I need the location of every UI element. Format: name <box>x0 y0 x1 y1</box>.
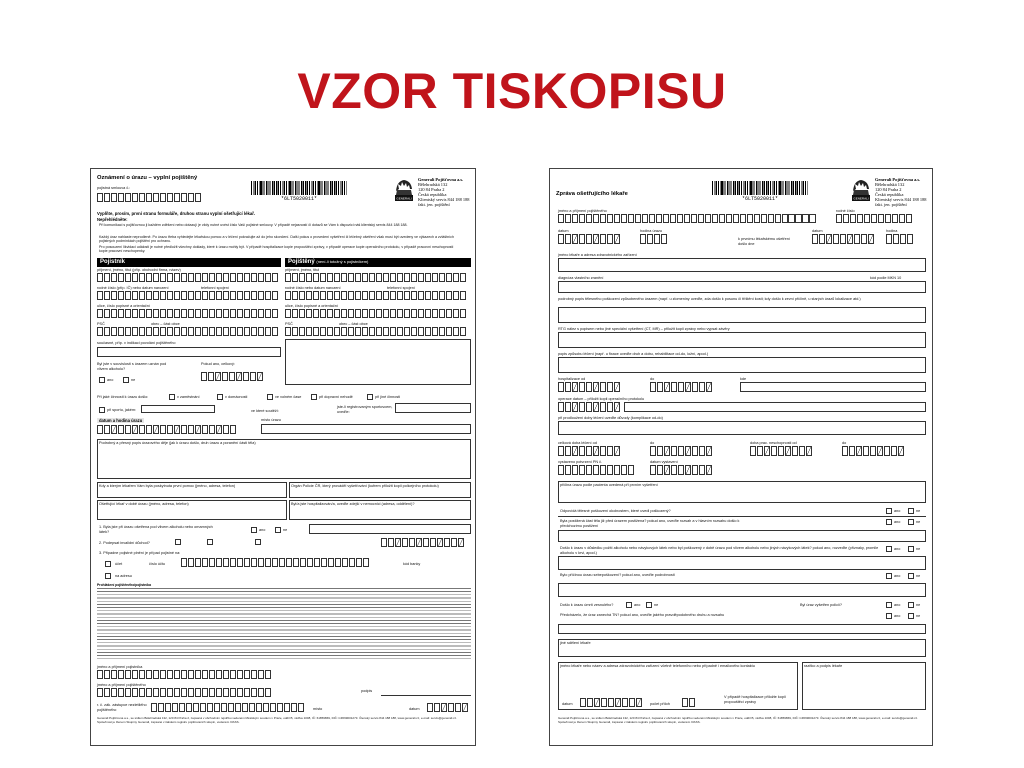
work-checkbox[interactable] <box>169 394 175 400</box>
phone-label: telefonní spojení <box>201 286 229 290</box>
name-label: příjmení, jméno, titul (příp. obchodní firma, název) <box>97 268 181 272</box>
code-label: kód podle MKN 10 <box>870 276 902 280</box>
divider <box>558 516 926 517</box>
treating-doctor-label: Ošetřující lékař v době úrazu (jméno, adresa, telefon) <box>99 502 189 506</box>
no-label: ne <box>916 603 921 607</box>
issued-date-label: datum vystavení <box>650 460 678 464</box>
hour2-label: hodina <box>886 229 898 233</box>
barcode <box>712 181 808 195</box>
death-question: Došlo k úrazu úmrtí zesnulého? <box>560 603 614 607</box>
description-label: Podrobný a přesný popis úrazového děje (jak k úrazu došlo, druh úrazu a poranění části těla) <box>99 441 256 445</box>
registered-label: jste-li registrovaným sportovcem, uveďte: <box>337 405 393 414</box>
date-sig-label: datum <box>562 702 573 706</box>
date-sig-boxes[interactable] <box>427 703 469 712</box>
notice-heading: Vyplňte, prosím, první stranu formuláře, druhou stranu vyplní ošetřující lékař. <box>97 211 256 216</box>
where-label: kde <box>740 377 747 381</box>
generali-lion-logo <box>850 177 872 203</box>
signature-label: podpis <box>361 689 373 693</box>
q-prev-yes-checkbox[interactable] <box>886 519 892 525</box>
consent-text <box>97 588 471 660</box>
household-checkbox[interactable] <box>217 394 223 400</box>
no-label: ne <box>131 378 136 382</box>
left-footer: Generali Pojišťovna a.s., se sídlem Bělehradská 132, 120 84 Praha 2, zapsaná v obchodním rejstříku vedeném Městským soudem v Praze, oddíl B, vložka 1008, IČ: 61859869, DIČ: CZ699001273. Členský servis 844 188 188, www.generali.cz, e-mail: servis@generali.cz. Společnost je členem Skupiny Generali, zapsané v italském registru pojišťovacích skupin, vedeném IVASS. <box>97 716 458 724</box>
operation-date-boxes[interactable] <box>558 402 621 412</box>
stamp-label: razítko a podpis lékaře <box>804 664 843 668</box>
household-label: v domácnosti <box>225 395 248 399</box>
further-field[interactable] <box>558 421 926 435</box>
holder-birth-boxes[interactable] <box>97 291 279 300</box>
first-aid-label: Kdy a kterým lékařem Vám byla poskytnuta první pomoc (jméno, adresa, telefon) <box>99 484 236 488</box>
form-title: Zpráva ošetřujícího lékaře <box>556 191 628 197</box>
facility-field[interactable] <box>558 258 926 272</box>
date-sig-label: datum <box>409 707 420 711</box>
yes-label: ano <box>107 378 114 382</box>
other-checkbox[interactable] <box>367 394 373 400</box>
generali-lion-logo <box>393 177 415 203</box>
place-field[interactable] <box>261 424 471 434</box>
sport-field[interactable] <box>141 405 215 413</box>
name-boxes[interactable] <box>558 214 816 223</box>
company-address: Generali Pojišťovna a.s. Bělehradská 132 120 84 Praha 2 Česká republika Klientský servis 844 188 188 fakt. jen. pojištění <box>875 177 927 208</box>
insured-sig-label: jméno a příjmení pojištěného <box>97 683 146 687</box>
invalidity-date-boxes[interactable] <box>381 538 465 547</box>
policy-number-boxes[interactable] <box>97 193 202 202</box>
diagnosis-label: diagnóza vlastního zranění <box>558 276 604 280</box>
visit-hour-boxes[interactable] <box>886 234 914 244</box>
q-intent-yes-checkbox[interactable] <box>886 573 892 579</box>
hospital-to-label: do <box>650 377 655 381</box>
alcohol-yes-checkbox[interactable] <box>99 377 105 383</box>
alcohol-field[interactable] <box>558 556 926 570</box>
insured-street-boxes[interactable] <box>285 309 467 318</box>
total-from-boxes[interactable] <box>558 446 621 456</box>
free-time-label: ve volném čase <box>275 395 302 399</box>
hospital-from-label: hospitalizace od <box>558 377 586 381</box>
treatment-label: popis způsobu léčení (např. u fixace uveďte druh a dobu, rehabilitace od-do, ložní, apod.) <box>558 352 709 356</box>
permanent-damage-field[interactable] <box>558 624 926 634</box>
where-field[interactable] <box>740 382 926 392</box>
question-1: 1. Byla jste při úrazu ošetřena pod vlivem alkoholu nebo omamných látek? <box>99 525 213 534</box>
no-label: ne <box>916 509 921 513</box>
q-alcohol-no-checkbox[interactable] <box>908 546 914 552</box>
police-question: Byl úraz vyšetřen policií? <box>800 603 842 607</box>
total-to-label: do <box>650 441 655 445</box>
notice-bullet-2: Každý úraz nahlaste neprodleně. Po úrazu třeba vyhledejte lékařskou pomoc a v léčení pokračujte až do jeho skončení. Další pokus o provedení vyšetření či léčebný ošetření však musí být uvedeny ve výkazech a zvláštních pojistných podmínkách pojištění pro ochranu. <box>99 235 454 244</box>
insured-name-boxes[interactable] <box>285 273 467 282</box>
issued-date-boxes[interactable] <box>650 465 713 475</box>
treatment-field[interactable] <box>558 357 926 373</box>
total-to-boxes[interactable] <box>650 446 713 456</box>
consent-heading: Prohlášení pojištěného/pojistníka <box>97 583 152 587</box>
injury-match-question: Odpovídá tělesné poškození okolnostem, které uvedl poškozený? <box>560 509 671 513</box>
account-label: účet <box>115 562 123 566</box>
free-time-checkbox[interactable] <box>267 394 273 400</box>
town-sig-label: místo <box>313 707 323 711</box>
barcode <box>251 181 347 195</box>
previous-injury-question: Byla postižená část těla již před úrazem postižena? pokud ano, uveďte rozsah a v hlavním rozsahu došlo k předchozímu postižení <box>560 519 740 528</box>
insured-birth-label: rodné číslo nebo datum narození <box>285 286 341 290</box>
barcode-number: *6LT5020011* <box>280 196 317 202</box>
total-from-label: celková doba léčení od <box>558 441 597 445</box>
yes-label: ano <box>894 509 901 513</box>
traffic-checkbox[interactable] <box>311 394 317 400</box>
date-sig-boxes[interactable] <box>580 698 643 707</box>
hospital-from-boxes[interactable] <box>558 382 621 392</box>
yes-label: ano <box>894 603 901 607</box>
yes-label: ano <box>894 547 901 551</box>
hospital-label: Byl/a jste hospitalizován/a, uveďte zdejší v nemocnici (adresa, oddělení)? <box>291 502 415 506</box>
accident-report-form <box>90 168 476 746</box>
insured-birth-boxes[interactable] <box>285 291 467 300</box>
no-label: ne <box>916 614 921 618</box>
band-pojistnik: Pojistník <box>97 258 281 267</box>
facility-stamp-label: jméno lékaře nebo název a adresa zdravotnického zařízení včetně telefonního nebo případně i emailového kontaktu <box>560 664 755 668</box>
further-label: při prodloužení doby léčení uveďte důvody (komplikace od-do) <box>558 416 663 420</box>
doctor-report-form <box>549 168 933 746</box>
q1-yes-checkbox[interactable] <box>251 527 257 533</box>
no-label: ne <box>916 547 921 551</box>
insured-street-label: ulice, číslo popisné a orientační <box>285 304 338 308</box>
date-label: datum <box>558 229 569 233</box>
no-label: ne <box>654 603 659 607</box>
cause-label: příčina úrazu podle pacienta uvedená při prvním vyšetření <box>560 483 658 487</box>
account-checkbox[interactable] <box>105 561 111 567</box>
q2-checkbox-3[interactable] <box>255 539 261 545</box>
holder-sig-label: jméno a příjmení pojistníka <box>97 665 143 669</box>
activity-label: Při jaké činnosti k úrazu došlo: <box>97 395 149 399</box>
policy-label: pojistná smlouva č.: <box>97 186 131 190</box>
first-visit-label: k prvnímu lékařskému ošetření došlo dne <box>738 237 790 246</box>
intent-field[interactable] <box>558 583 926 597</box>
q-police-no-checkbox[interactable] <box>908 602 914 608</box>
insured-psc-boxes[interactable] <box>285 327 467 336</box>
q-perm-yes-checkbox[interactable] <box>886 613 892 619</box>
q-injury-no-checkbox[interactable] <box>908 508 914 514</box>
date-heading: datum a hodina úrazu <box>99 418 143 423</box>
q1-field[interactable] <box>309 524 471 534</box>
sport-label: při sportu, jakém: <box>107 408 137 412</box>
diagnosis-field[interactable] <box>558 281 926 293</box>
other-info-label: jiné sdělení lékaře <box>560 641 591 645</box>
birth-no-label: rodné číslo <box>836 209 855 213</box>
q-perm-no-checkbox[interactable] <box>908 613 914 619</box>
no-label: ne <box>916 574 921 578</box>
insured-name-label: příjmení, jméno, titul <box>285 268 320 272</box>
stamp-field[interactable] <box>802 662 926 710</box>
barcode-number: *6LT5020011* <box>741 196 778 202</box>
question-3: 3. Připadne pojistné plnění je případ pojistné na: <box>99 551 181 555</box>
insured-town-label: obec – část obce <box>339 322 368 326</box>
insured-sig-boxes[interactable] <box>97 688 272 697</box>
q-police-yes-checkbox[interactable] <box>886 602 892 608</box>
incapacity-from-label: doba prac. neschopnosti od <box>750 441 797 445</box>
registered-field[interactable] <box>395 403 471 413</box>
legal-sig-boxes[interactable] <box>151 703 305 712</box>
previous-injury-field[interactable] <box>558 530 926 542</box>
yes-label: ano <box>894 520 901 524</box>
accident-date-boxes[interactable] <box>558 234 621 244</box>
other-label: při jiné činnosti <box>375 395 401 399</box>
alcohol-if-yes: Pokud ano, celkový: <box>201 362 235 366</box>
address-checkbox[interactable] <box>105 573 111 579</box>
rtg-label: RTG nález s popisem nebo jiné speciální vyšetření (CT, MR) – přiložit kopii zprávy nebo vypsat závěry <box>558 327 730 331</box>
legal-sig-label: r. č. zák. zástupce nezletilého pojištěného <box>97 703 147 712</box>
rtg-field[interactable] <box>558 332 926 348</box>
permanent-damage-question: Předcházelo, že úraz zanechá TN? pokud ano, uveďte jakého pravděpodobného druhu a rozsahu <box>560 613 725 617</box>
no-label: ne <box>916 520 921 524</box>
date2-label: datum <box>812 229 823 233</box>
incapacity-to-boxes[interactable] <box>842 446 905 456</box>
incapacity-to-label: do <box>842 441 847 445</box>
alcohol-value-boxes[interactable] <box>201 372 264 381</box>
hour-label: hodina úrazu <box>640 229 662 233</box>
band-pojisteny: Pojištěný (není-li totožný s pojistníkem) <box>285 258 471 267</box>
intent-question: Bylo příčinou úrazu sebepoškození? pokud ano, uveďte podrobnosti <box>560 573 675 577</box>
doctor-field[interactable] <box>285 339 471 385</box>
accident-hour-boxes[interactable] <box>640 234 668 244</box>
holder-sig-boxes[interactable] <box>97 670 272 679</box>
bank-code-label: kód banky <box>403 562 421 566</box>
q-prev-no-checkbox[interactable] <box>908 519 914 525</box>
birth-no-boxes[interactable] <box>836 214 913 223</box>
q1-no-label: ne <box>283 528 288 532</box>
place-label: místo úrazu <box>261 418 281 422</box>
q-alcohol-yes-checkbox[interactable] <box>886 546 892 552</box>
q-death-yes-checkbox[interactable] <box>626 602 632 608</box>
question-2: 2. Podepsat invalidní důchod? <box>99 541 150 545</box>
address-label: na adresu <box>115 574 132 578</box>
yes-label: ano <box>894 614 901 618</box>
accident-date-boxes[interactable] <box>97 425 237 434</box>
alcohol-no-checkbox[interactable] <box>123 377 129 383</box>
svg-text:GENERALI: GENERALI <box>853 196 869 201</box>
yes-label: ano <box>634 603 641 607</box>
q1-yes-label: ano <box>259 528 266 532</box>
yes-label: ano <box>894 574 901 578</box>
other-info-field[interactable] <box>558 639 926 657</box>
club-label: ve které soutěži: <box>251 409 279 413</box>
visit-date-boxes[interactable] <box>812 234 875 244</box>
account-no-label: číslo účtu <box>149 562 166 566</box>
street-label: ulice, číslo popisné a orientační <box>97 304 150 308</box>
alcohol-question: Došlo k úrazu v důsledku požití alkoholu nebo návykových látek nebo byl poškozený v době úrazu pod vlivem alkoholu nebo jiných návykových látek? pokud ano, rozveďte (příznaky, promile alkoholu v krvi, apod.) <box>560 546 879 555</box>
attachments-boxes[interactable] <box>682 698 696 707</box>
notice-subheading: Nepřehlédněte: <box>97 217 128 222</box>
hospital-note: V případě hospitalizace přiložte kopii propouštěcí zprávy <box>724 695 786 704</box>
occupation-field[interactable] <box>97 347 281 357</box>
right-footer: Generali Pojišťovna a.s., se sídlem Bělehradská 132, 120 84 Praha 2, zapsaná v obchodním rejstříku vedeném Městským soudem v Praze, oddíl B, vložka 1008, IČ: 61859869, DIČ: CZ699001273. Členský servis 844 188 188, www.generali.cz, e-mail: servis@generali.cz. Společnost je členem Skupiny Generali, zapsané v italském registru pojišťovacích skupin, vedeném IVASS. <box>558 716 919 724</box>
notice-bullet-3: Pro posouzení likvidaci události je nutné předložit všechny doklady, které k úrazu mohly být. V případě hospitalizace kopie propouštěcí zprávy, v případě operace kopie operačního protokolu, v případě pracovní neschopnosti kopie pracovní neschopenky. <box>99 245 454 254</box>
injury-description-field[interactable] <box>558 307 926 323</box>
svg-text:GENERALI: GENERALI <box>396 196 412 201</box>
facility-label: jméno lékaře a adresa zdravotnického zařízení <box>558 253 637 257</box>
issued-label: vystaveno potvrzení PN č. <box>558 460 603 464</box>
q-death-no-checkbox[interactable] <box>646 602 652 608</box>
birth-label: rodné číslo (příp. IČ) nebo datum narození <box>97 286 169 290</box>
holder-psc-boxes[interactable] <box>97 327 279 336</box>
holder-name-boxes[interactable] <box>97 273 279 282</box>
insured-phone-label: telefonní spojení <box>387 286 415 290</box>
insured-psc-label: PSČ <box>285 322 293 326</box>
q2-checkbox-1[interactable] <box>175 539 181 545</box>
sport-checkbox[interactable] <box>99 407 105 413</box>
hospital-to-boxes[interactable] <box>650 382 713 392</box>
q-intent-no-checkbox[interactable] <box>908 573 914 579</box>
police-label: Orgán Policie ČR, který prováděl vyšetřování (kufrem přiložit kopii policejního protokolu) <box>291 484 439 488</box>
psc-label: PSČ <box>97 322 105 326</box>
company-address: Generali Pojišťovna a.s. Bělehradská 132 120 84 Praha 2 Česká republika Klientský servis 844 188 188 fakt. jen. pojištění <box>418 177 470 208</box>
operation-field[interactable] <box>624 402 926 412</box>
alcohol-question: Byl jste v souvislosti s úrazem uznán pod vlivem alkoholu? <box>97 362 167 371</box>
attachments-label: počet příloh <box>650 702 670 706</box>
notice-bullet-1: Při komunikaci s pojišťovnou ji každém zděšení nebo dotazují je vždy nutné uvést číslo Vaší pojistné smlouvy. V případě nejasností či dotazů se Vám k dispozici náš klientský servis 844 188 188. <box>99 223 408 227</box>
signature-line <box>381 695 471 696</box>
town-label: obec – část obce <box>151 322 180 326</box>
form-title: Oznámení o úrazu – vyplní pojištěný <box>97 175 198 181</box>
q-injury-yes-checkbox[interactable] <box>886 508 892 514</box>
incapacity-from-boxes[interactable] <box>750 446 813 456</box>
q1-no-checkbox[interactable] <box>275 527 281 533</box>
operation-label: operace datum – přiložit kopii operačního protokolu <box>558 397 645 401</box>
traffic-label: při dopravní nehodě <box>319 395 353 399</box>
account-number-boxes[interactable] <box>181 558 370 567</box>
slide-title: VZOR TISKOPISU <box>297 63 727 119</box>
work-label: v zaměstnání <box>177 395 200 399</box>
name-label: jméno a příjmení pojištěného <box>558 209 607 213</box>
issued-number-boxes[interactable] <box>558 465 635 475</box>
injury-description-label: podrobný popis tělesného poškození způsobeného úrazem (např. u zlomeniny uveďte, zda došlo k posunu či tříštění kosti; kdy došlo k zevní příčině, u starých úrazů lokalizace atd.) <box>558 297 861 301</box>
q2-checkbox-2[interactable] <box>207 539 213 545</box>
occupation-label: současné, příp. v indikaci povolání pojištěného <box>97 341 176 345</box>
holder-street-boxes[interactable] <box>97 309 279 318</box>
